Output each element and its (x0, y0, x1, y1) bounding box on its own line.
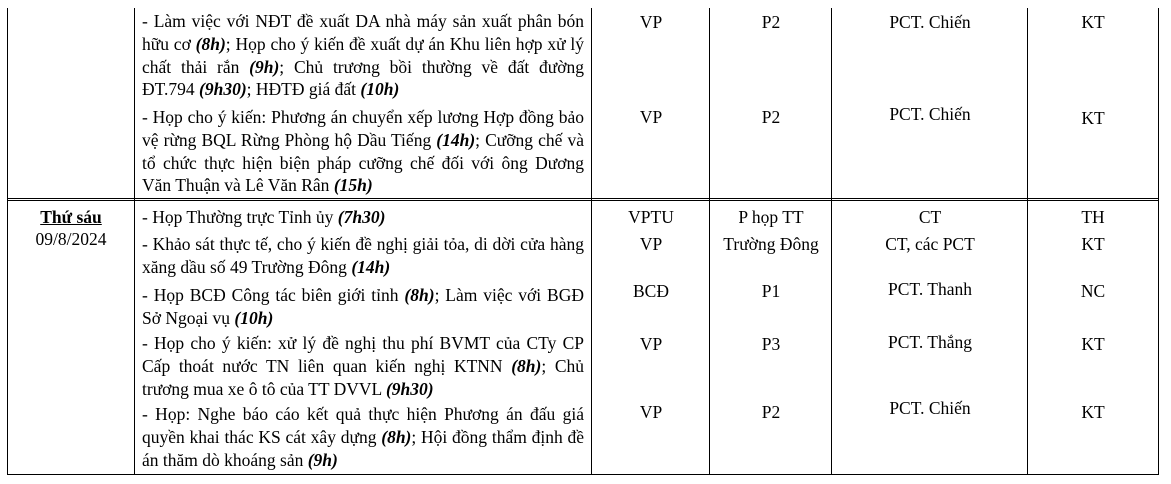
task-description: - Họp cho ý kiến: xử lý đề nghị thu phí BVMT của CTy CP Cấp thoát nước TN liên quan kiến nghị KTNN (8h); Chủ trương mua xe ô tô của TT DVVL (9h30) (142, 333, 584, 399)
task-description: - Họp BCĐ Công tác biên giới tỉnh (8h); Làm việc với BGĐ Sở Ngoại vụ (10h) (142, 285, 584, 328)
day-name: Thứ sáu (40, 207, 102, 227)
place-cell: Trường Đông (723, 234, 819, 254)
day-date: 09/8/2024 (35, 229, 107, 249)
unit-cell: VPTU (628, 207, 674, 227)
prep-cell: KT (1081, 12, 1105, 32)
host-cell: PCT. Thanh (888, 279, 972, 299)
host-cell: PCT. Chiến (889, 12, 971, 32)
place-cell: P2 (761, 12, 781, 32)
unit-cell: VP (639, 234, 663, 254)
place-cell: P3 (761, 334, 781, 354)
prep-cell: KT (1081, 334, 1105, 354)
task-description: - Khảo sát thực tế, cho ý kiến đề nghị giải tỏa, di dời cửa hàng xăng dầu số 49 Trường Đông (14h) (142, 234, 584, 277)
unit-cell: BCĐ (633, 281, 669, 301)
place-cell: P1 (761, 281, 781, 301)
unit-cell: VP (639, 107, 663, 127)
day-separator (7, 198, 1159, 199)
host-cell: CT (918, 207, 942, 227)
host-cell: PCT. Chiến (889, 398, 971, 418)
unit-cell: VP (639, 402, 663, 422)
place-cell: P2 (761, 107, 781, 127)
prep-cell: KT (1081, 234, 1105, 254)
table-border-bottom (7, 474, 1159, 475)
prep-cell: TH (1081, 207, 1105, 227)
column-divider (134, 8, 135, 475)
table-border-right (1158, 8, 1159, 475)
task-description: - Làm việc với NĐT đề xuất DA nhà máy sản xuất phân bón hữu cơ (8h); Họp cho ý kiến đề xuất dự án Khu liên hợp xử lý chất thải rắn (9h); Chủ trương bồi thường về đất đường ĐT.794 (9h30); HĐTĐ giá đất (10h) (142, 11, 585, 100)
prep-cell: KT (1081, 402, 1105, 422)
day-label (8, 206, 134, 250)
task-description: - Họp Thường trực Tỉnh ủy (7h30) (142, 207, 386, 227)
host-cell: PCT. Thắng (888, 332, 972, 352)
prep-cell: NC (1080, 281, 1106, 301)
day-separator (7, 200, 1159, 201)
prep-cell: KT (1081, 108, 1105, 128)
unit-cell: VP (639, 12, 663, 32)
host-cell: PCT. Chiến (889, 104, 971, 124)
unit-cell: VP (639, 334, 663, 354)
task-description: - Họp: Nghe báo cáo kết quả thực hiện Phương án đấu giá quyền khai thác KS cát xây dựng (8h); Hội đồng thẩm định đề án thăm dò khoáng sản (9h) (142, 404, 584, 470)
task-description: - Họp cho ý kiến: Phương án chuyển xếp lương Hợp đồng bảo vệ rừng BQL Rừng Phòng hộ Dầu Tiếng (14h); Cưỡng chế và tổ chức thực hiện biện pháp cưỡng chế đối với ông Dương Văn Thuận và Lê Văn Rân (15h) (142, 107, 584, 196)
host-cell: CT, các PCT (885, 234, 975, 254)
place-cell: P2 (761, 402, 781, 422)
place-cell: P họp TT (738, 207, 804, 227)
